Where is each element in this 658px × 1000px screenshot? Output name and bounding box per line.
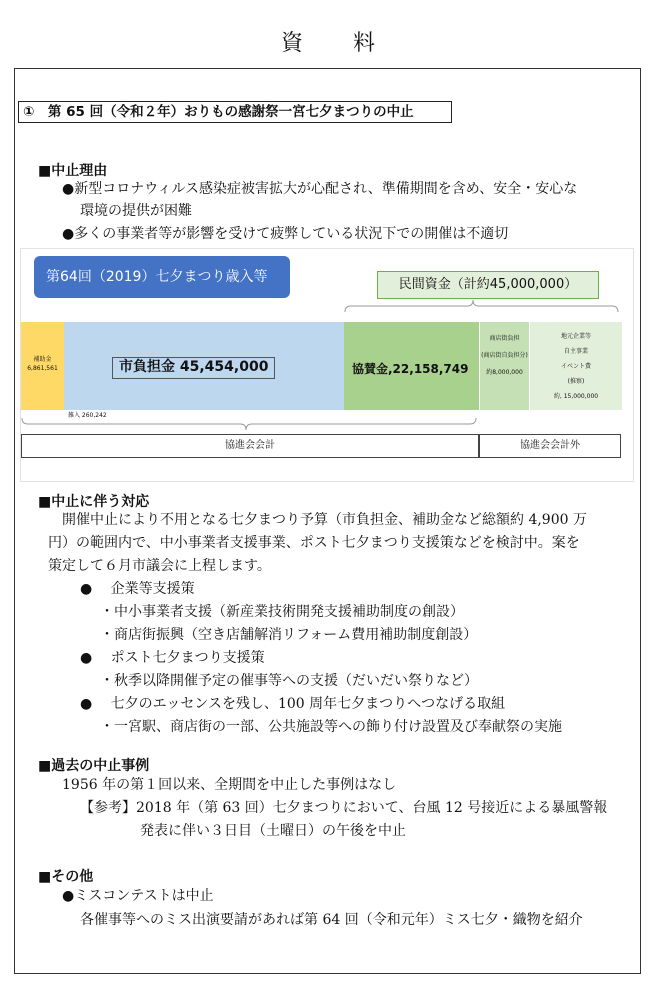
reason-bullet-1-line-2: 環境の提供が困難: [80, 203, 192, 219]
local-label-3: イベント費: [560, 363, 591, 370]
reason-bullet-1-line-1: ●新型コロナウィルス感染症被害拡大が心配され、準備期間を含め、安全・安心な: [62, 181, 578, 197]
segment-local: [529, 322, 622, 410]
document-title: 資 料: [280, 31, 377, 56]
other-bullet: ●ミスコンテストは中止: [62, 888, 214, 904]
segment-subsidy: [21, 322, 64, 410]
shopping-label-3: 約8,000,000: [486, 369, 523, 376]
reason-bullet-2: ●多くの事業者等が影響を受けて疲弊している状況下での開催は不適切: [62, 226, 509, 242]
past-heading: ■過去の中止事例: [38, 758, 150, 774]
response-bullet-1-item-1: ・中小事業者支援（新産業技術開発支援補助制度の創設）: [100, 604, 464, 620]
past-line-1: 1956 年の第１回以来、全期間を中止した事例はなし: [62, 777, 397, 793]
council-accounting: 協進会会計: [21, 434, 479, 458]
segment-shopping: [479, 322, 529, 410]
past-ref-line-1: 【参考】2018 年（第 63 回）七夕まつりにおいて、台風 12 号接近による暴風警報: [80, 800, 608, 816]
shopping-label-1: 商店街負担: [489, 335, 520, 342]
response-heading: ■中止に伴う対応: [38, 494, 150, 510]
segment-city: [64, 322, 344, 410]
reason-heading: ■中止理由: [38, 163, 108, 179]
response-bullet-3: ● 七夕のエッセンスを残し、100 周年七夕まつりへつなげる取組: [80, 696, 506, 712]
response-para-line-1: 開催中止により不用となる七夕まつり予算（市負担金、補助金など総額約 4,900 万: [62, 512, 587, 528]
sponsor-label: 協賛金,22,158,749: [352, 362, 469, 376]
city-burden-label: 市負担金 45,454,000: [112, 357, 275, 379]
other-heading: ■その他: [38, 869, 94, 885]
subsidy-label: 補助金: [33, 356, 52, 363]
local-label-5: 約, 15,000,000: [553, 393, 599, 400]
past-ref-line-2: 発表に伴い３日目（土曜日）の午後を中止: [140, 823, 406, 839]
response-bullet-1-item-2: ・商店街振興（空き店舗解消リフォーム費用補助制度創設）: [100, 627, 478, 643]
segment-sponsor: [344, 322, 479, 410]
response-bullet-2-item-1: ・秋季以降開催予定の催事等への支援（だいだい祭りなど）: [100, 673, 478, 689]
local-label-2: 自主事業: [563, 348, 588, 355]
response-bullet-2: ● ポスト七夕まつり支援策: [80, 650, 265, 666]
chart-title: 第64回（2019）七夕まつり歳入等: [34, 256, 290, 298]
subsidy-amount: 6,861,561: [27, 365, 58, 372]
misc-income-label: 雑入 260,242: [68, 412, 107, 419]
section-title: ① 第 65 回（令和２年）おりもの感謝祭一宮七夕まつりの中止: [18, 101, 452, 123]
response-bullet-1: ● 企業等支援策: [80, 581, 195, 597]
private-funds-label: 民間資金（計約45,000,000）: [377, 271, 599, 299]
shopping-label-2: (商店街自負担分): [481, 352, 528, 359]
response-bullet-3-item-1: ・一宮駅、商店街の一部、公共施設等への飾り付け設置及び奉献祭の実施: [100, 719, 562, 735]
response-para-line-3: 策定して６月市議会に上程します。: [48, 558, 271, 574]
response-para-line-2: 円）の範囲内で、中小事業者支援事業、ポスト七夕まつり支援策などを検討中。案を: [48, 535, 580, 551]
local-label-4: (推察): [567, 378, 585, 385]
local-label-1: 地元企業等: [560, 333, 591, 340]
other-line: 各催事等へのミス出演要請があれば第 64 回（令和元年）ミス七夕・織物を紹介: [80, 912, 583, 928]
council-outside-accounting: 協進会会計外: [479, 434, 621, 458]
